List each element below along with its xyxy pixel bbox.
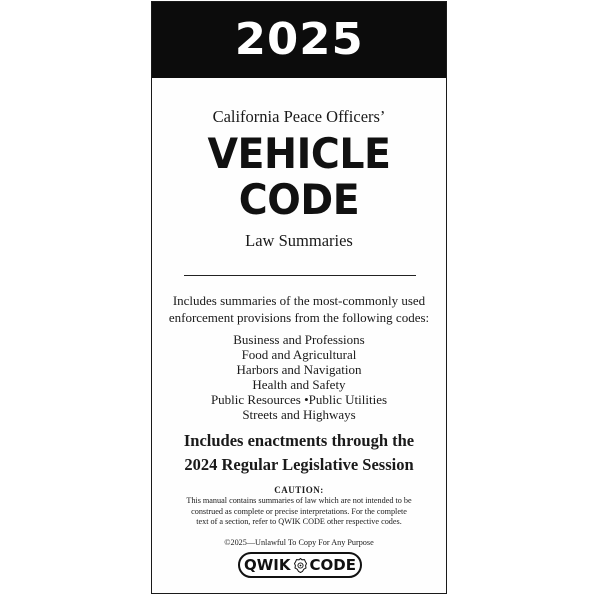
- caution-line-1: This manual contains summaries of law which are not intended to be: [186, 496, 412, 505]
- enactments-line-2: 2024 Regular Legislative Session: [184, 455, 414, 474]
- qwik-code-logo: [238, 552, 362, 578]
- codes-list: [152, 332, 446, 422]
- intro-line-1: Includes summaries of the most-commonly used: [172, 293, 426, 308]
- caution-heading: CAUTION:: [274, 485, 324, 495]
- year-banner: [152, 2, 446, 78]
- code-item: Food and Agricultural: [241, 347, 357, 362]
- intro-line-2: enforcement provisions from the following codes:: [168, 310, 430, 325]
- logo-text-right: CODE: [309, 556, 356, 574]
- enactments-line-1: Includes enactments through the: [183, 431, 415, 450]
- code-item: Harbors and Navigation: [236, 362, 362, 377]
- title-line-2: CODE: [238, 175, 360, 224]
- copyright-notice: ©2025—Unlawful To Copy For Any Purpose: [224, 538, 374, 547]
- book-cover: [151, 1, 447, 594]
- enactments-note: [152, 429, 446, 477]
- code-item: Public Resources •Public Utilities: [210, 392, 388, 407]
- intro-text: [152, 292, 446, 326]
- law-summaries-label: Law Summaries: [245, 231, 353, 250]
- title-line-1: VEHICLE: [207, 129, 391, 178]
- cover-subtitle: California Peace Officers’: [212, 107, 386, 126]
- caution-line-2: construed as complete or precise interpretations. For the complete: [191, 506, 407, 516]
- code-item: Business and Professions: [233, 332, 365, 347]
- divider: [184, 275, 416, 276]
- logo-text-left: QWIK: [244, 556, 291, 574]
- police-badge-icon: [294, 558, 307, 573]
- caution-text: [152, 496, 446, 528]
- edition-year: 2025: [234, 14, 364, 65]
- caution-line-3: text of a section, refer to QWIK CODE other respective codes.: [196, 517, 402, 526]
- code-item: Health and Safety: [252, 377, 346, 392]
- code-item: Streets and Highways: [242, 407, 356, 422]
